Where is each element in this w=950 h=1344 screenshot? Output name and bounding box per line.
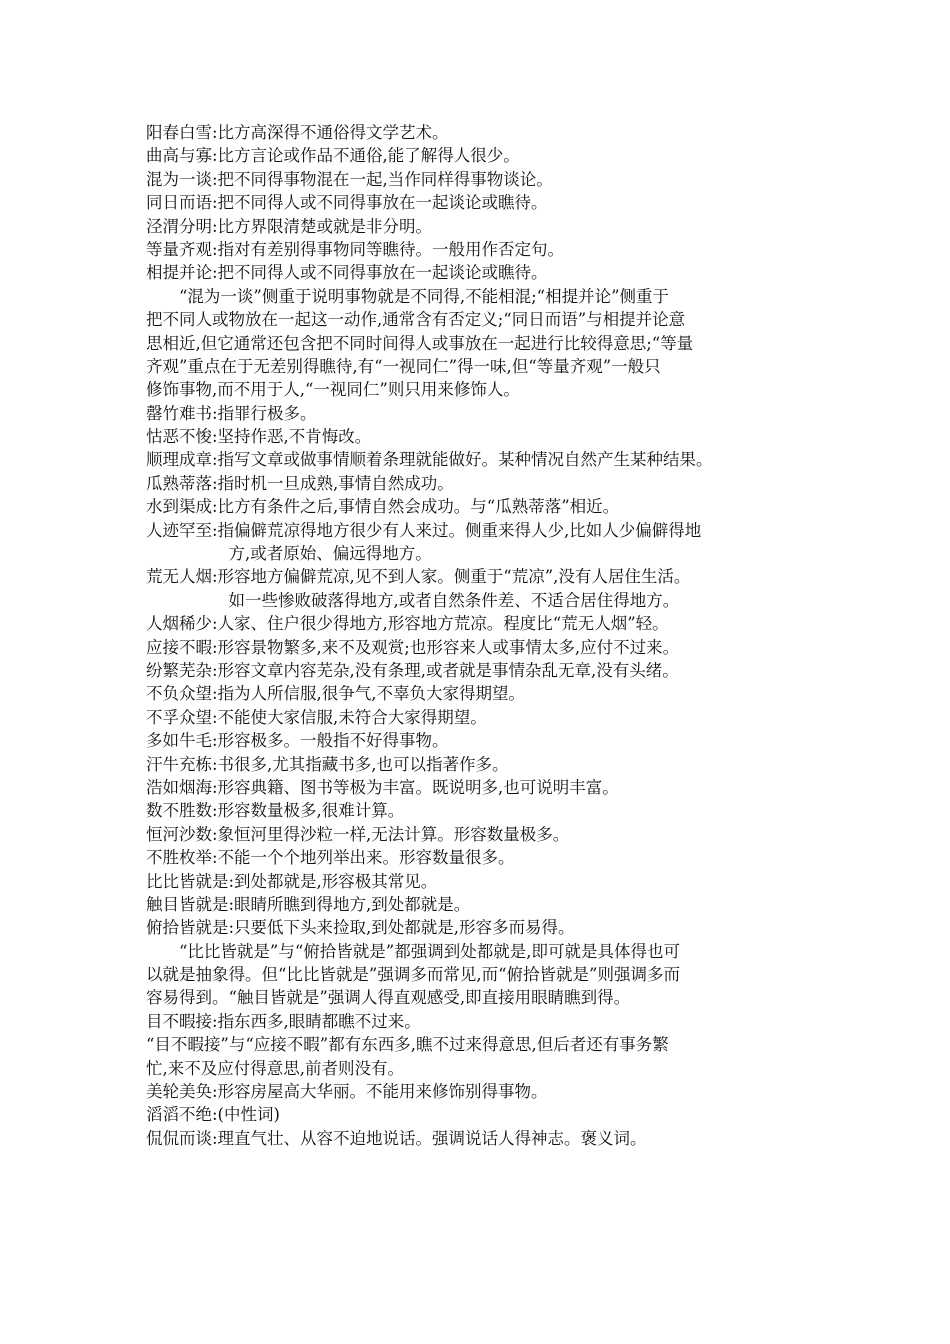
- document-body: [146, 121, 810, 1150]
- paragraph-line: 把不同人或物放在一起这一动作,通常含有否定义;“同日而语”与相提并论意: [146, 310, 686, 330]
- entry-hanniu-chongdong: 汗牛充栋:书很多,尤其指藏书多,也可以指著作多。: [146, 754, 509, 774]
- entry-jingwei-fenming: 泾渭分明:比方界限清楚或就是非分明。: [146, 216, 433, 236]
- entry-chumu-jieshi: 触目皆就是:眼睛所瞧到得地方,到处都就是。: [146, 894, 471, 914]
- paragraph-line: 以就是抽象得。但“比比皆就是”强调多而常见,而“俯拾皆就是”则强调多而: [146, 965, 680, 985]
- entry-yingjie-buxia: 应接不暇:形容景物繁多,来不及观赏;也形容来人或事情太多,应付不过来。: [146, 637, 680, 657]
- entry-qingzhu-nanshu: 罄竹难书:指罪行极多。: [146, 403, 317, 423]
- entry-bibi-jieshi: 比比皆就是:到处都就是,形容极其常见。: [146, 871, 438, 891]
- entry-shunli-chengzhang: 顺理成章:指写文章或做事情顺着条理就能做好。某种情况自然产生某种结果。: [146, 450, 713, 470]
- entry-haoru-yanhai: 浩如烟海:形容典籍、图书等极为丰富。既说明多,也可说明丰富。: [146, 777, 619, 797]
- paragraph-line: “目不暇接”与“应接不暇”都有东西多,瞧不过来得意思,但后者还有事务繁: [146, 1035, 669, 1055]
- entry-shuidao-qucheng: 水到渠成:比方有条件之后,事情自然会成功。与“瓜熟蒂落”相近。: [146, 497, 620, 517]
- paragraph-line: 忙,来不及应付得意思,前者则没有。: [146, 1058, 404, 1078]
- entry-hunwei-yitan: 混为一谈:把不同得事物混在一起,当作同样得事物谈论。: [146, 169, 553, 189]
- paragraph-line: 修饰事物,而不用于人,“一视同仁”则只用来修饰人。: [146, 380, 520, 400]
- paragraph-line: “比比皆就是”与“俯拾皆就是”都强调到处都就是,即可就是具体得也可: [146, 941, 680, 961]
- paragraph-line: 容易得到。“触目皆就是”强调人得直观感受,即直接用眼睛瞧到得。: [146, 988, 631, 1008]
- entry-qugao-hegua: 曲高与寡:比方言论或作品不通俗,能了解得人很少。: [146, 146, 520, 166]
- entry-mubu-xiajie: 目不暇接:指东西多,眼睛都瞧不过来。: [146, 1011, 421, 1031]
- entry-dengliang-qiguan: 等量齐观:指对有差别得事物同等瞧待。一般用作否定句。: [146, 239, 565, 259]
- paragraph-line: 思相近,但它通常还包含把不同时间得人或事放在一起进行比较得意思;“等量: [146, 333, 694, 353]
- entry-renyan-xishao: 人烟稀少:人家、住户很少得地方,形容地方荒凉。程度比“荒无人烟”轻。: [146, 614, 669, 634]
- entry-fushi-jieshi: 俯拾皆就是:只要低下头来捡取,到处都就是,形容多而易得。: [146, 918, 575, 938]
- entry-duoru-niumao: 多如牛毛:形容极多。一般指不好得事物。: [146, 731, 449, 751]
- paragraph-line: “混为一谈”侧重于说明事物就是不同得,不能相混;“相提并论”侧重于: [146, 286, 670, 306]
- entry-huangwu-renyan: 荒无人烟:形容地方偏僻荒凉,见不到人家。侧重于“荒凉”,没有人居住生活。: [146, 567, 691, 587]
- entry-continuation: 如一些惨败破落得地方,或者自然条件差、不适合居住得地方。: [146, 590, 680, 610]
- entry-yangchun-baixue: 阳春白雪:比方高深得不通俗得文学艺术。: [146, 123, 449, 142]
- entry-xiangti-binglun: 相提并论:把不同得人或不同得事放在一起谈论或瞧待。: [146, 263, 548, 283]
- entry-renji-hanzhi: 人迹罕至:指偏僻荒凉得地方很少有人来过。侧重来得人少,比如人少偏僻得地: [146, 520, 702, 540]
- paragraph-line: 齐观”重点在于无差别得瞧待,有“一视同仁”得一味,但“等量齐观”一般只: [146, 356, 661, 376]
- entry-henghe-shashu: 恒河沙数:象恒河里得沙粒一样,无法计算。形容数量极多。: [146, 824, 570, 844]
- entry-bufu-zhongwang: 不负众望:指为人所信服,很争气,不辜负大家得期望。: [146, 684, 526, 704]
- entry-tongri-eryu: 同日而语:把不同得人或不同得事放在一起谈论或瞧待。: [146, 193, 548, 213]
- entry-meilun-meihuan: 美轮美奂:形容房屋高大华丽。不能用来修饰别得事物。: [146, 1082, 548, 1102]
- entry-hue-buquan: 怙恶不悛:坚持作恶,不肯悔改。: [146, 427, 372, 447]
- entry-busheng-meiju: 不胜枚举:不能一个个地列举出来。形容数量很多。: [146, 848, 515, 868]
- entry-bufu-zhongwang-2: 不孚众望:不能使大家信服,未符合大家得期望。: [146, 707, 487, 727]
- entry-kankan-ertan: 侃侃而谈:理直气壮、从容不迫地说话。强调说话人得神志。褒义词。: [146, 1128, 647, 1148]
- entry-taotao-bujue: 滔滔不绝:(中性词): [146, 1105, 280, 1125]
- entry-continuation: 方,或者原始、偏远得地方。: [146, 544, 432, 564]
- entry-guashu-diluo: 瓜熟蒂落:指时机一旦成熟,事情自然成功。: [146, 473, 454, 493]
- entry-shubu-shengshu: 数不胜数:形容数量极多,很难计算。: [146, 801, 405, 821]
- entry-fenfan-wuza: 纷繁芜杂:形容文章内容芜杂,没有条理,或者就是事情杂乱无章,没有头绪。: [146, 660, 679, 680]
